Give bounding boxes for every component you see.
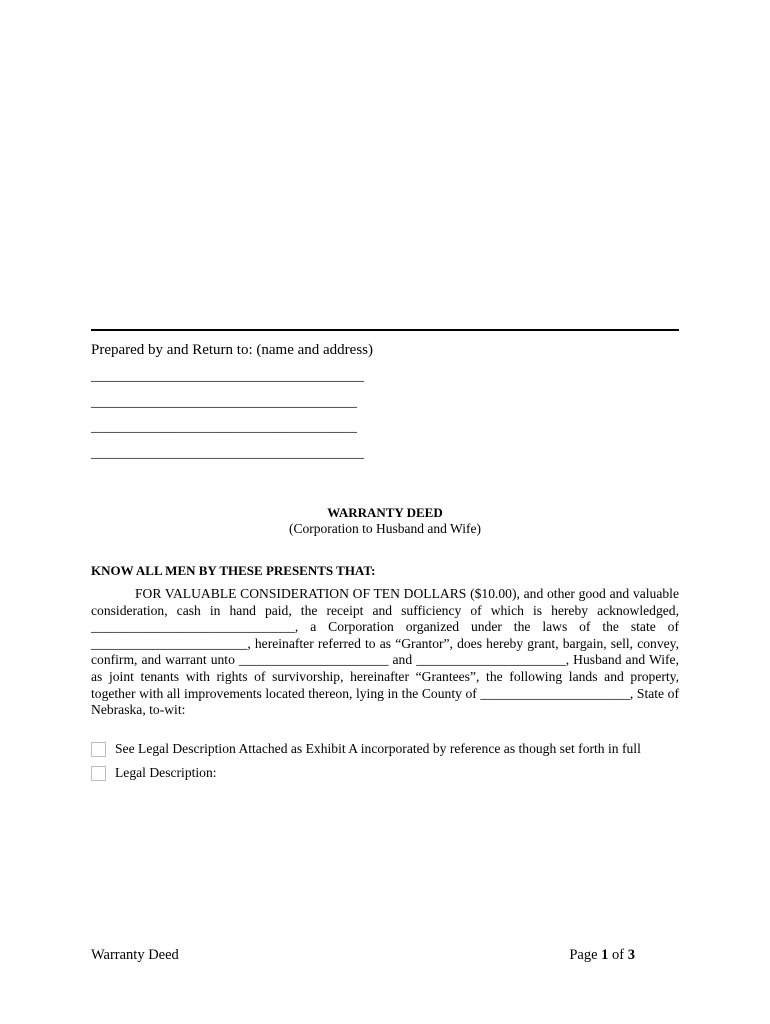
grantor-name-blank[interactable]: ______________________________ xyxy=(91,619,295,635)
body-text-5: , Husband and Wife, as joint tenants with rights of survivorship, hereinafter “Grantees”, the following lands and property, together with all improvements located thereon, lying in the County of xyxy=(91,652,679,701)
address-line-2[interactable]: ______________________________________ xyxy=(91,395,357,410)
grantor-state-blank[interactable]: _______________________ xyxy=(91,635,248,651)
top-divider xyxy=(91,329,679,331)
body-text-3: , hereinafter referred to as “Grantor”, does hereby grant, bargain, sell, convey, confirm, and warrant unto xyxy=(91,635,679,668)
legal-description-checkbox[interactable] xyxy=(91,766,106,781)
husband-name-blank[interactable]: ______________________ xyxy=(238,652,389,668)
document-title: WARRANTY DEED xyxy=(327,505,443,520)
page-word: Page xyxy=(569,947,598,963)
legal-description-label: Legal Description: xyxy=(115,765,217,780)
wife-name-blank[interactable]: ______________________ xyxy=(416,652,566,668)
footer-page-number xyxy=(569,947,635,964)
address-line-4[interactable]: _______________________________________ xyxy=(91,446,364,461)
body-text-6: , State of Nebraska, to-wit: xyxy=(91,685,679,718)
page-total: 3 xyxy=(627,947,635,963)
option-legal-description[interactable] xyxy=(91,765,217,781)
exhibit-a-label: See Legal Description Attached as Exhibit A incorporated by reference as though set forth in full xyxy=(115,741,641,756)
county-blank[interactable]: ______________________ xyxy=(480,685,630,701)
address-line-1[interactable]: _______________________________________ xyxy=(91,369,364,384)
body-text-2: , a Corporation organized under the laws of the state of xyxy=(294,619,679,635)
of-word: of xyxy=(612,947,625,963)
page-current: 1 xyxy=(601,947,609,963)
intro-heading: KNOW ALL MEN BY THESE PRESENTS THAT: xyxy=(91,563,376,578)
document-subtitle: (Corporation to Husband and Wife) xyxy=(289,521,481,536)
exhibit-a-checkbox[interactable] xyxy=(91,742,106,757)
deed-body-paragraph xyxy=(91,586,679,719)
option-exhibit-a[interactable] xyxy=(91,741,641,757)
footer-document-name: Warranty Deed xyxy=(91,947,179,963)
body-text-4: and xyxy=(388,652,417,668)
address-line-3[interactable]: ______________________________________ xyxy=(91,420,357,435)
body-text-1: FOR VALUABLE CONSIDERATION OF TEN DOLLARS ($10.00), and other good and valuable consideration, cash in hand paid, the receipt and sufficiency of which is hereby acknowledged, xyxy=(91,586,679,618)
prepared-by-label: Prepared by and Return to: (name and address) xyxy=(91,342,373,358)
